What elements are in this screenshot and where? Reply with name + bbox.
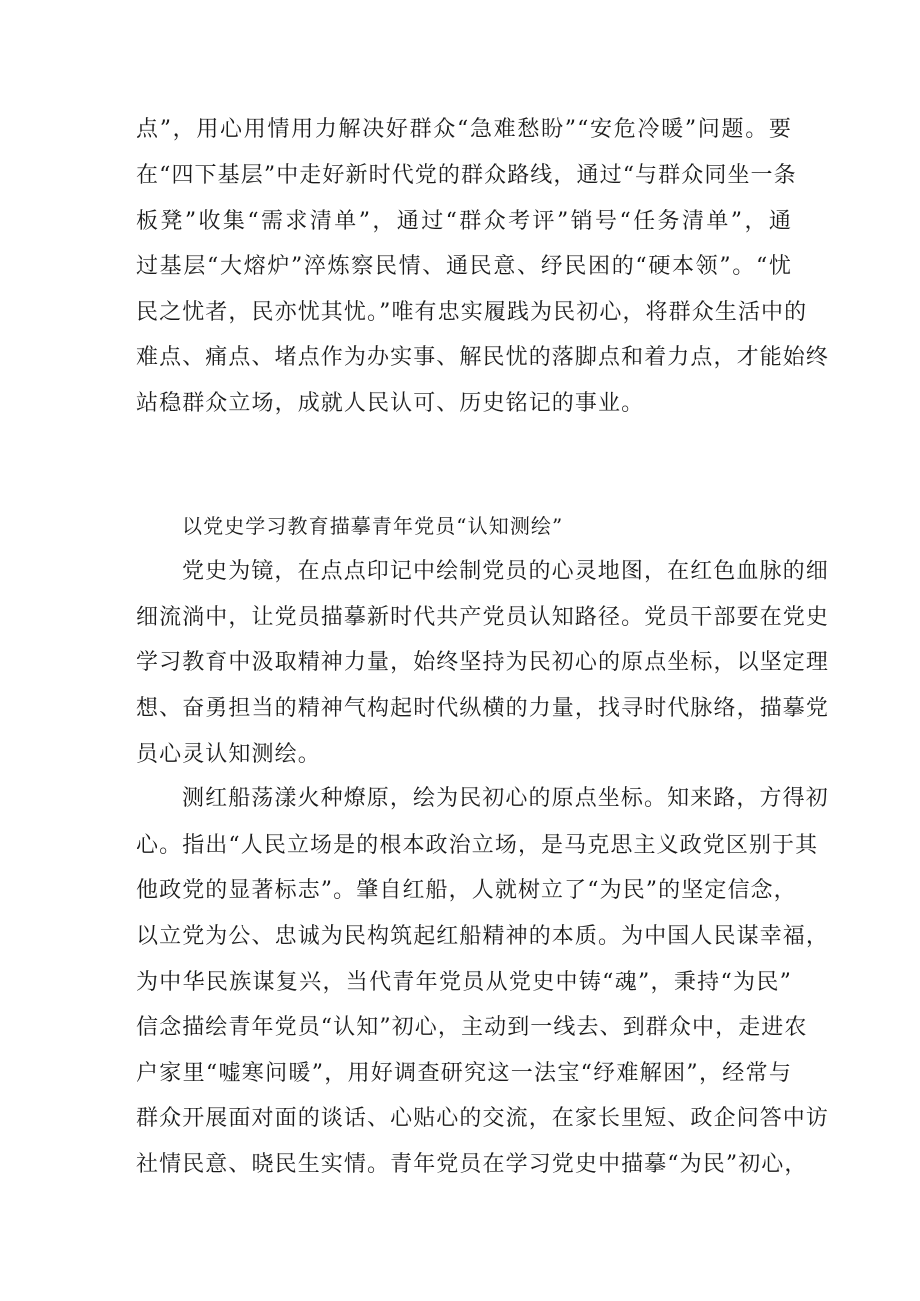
paragraph-1-line: 过基层“大熔炉”淬炼察民情、通民意、纾民困的“硬本领”。“忧 bbox=[136, 254, 792, 279]
paragraph-3-line: 群众开展面对面的谈话、心贴心的交流，在家长里短、政企问答中访 bbox=[136, 1106, 830, 1131]
paragraph-2-line: 想、奋勇担当的精神气构起时代纵横的力量，找寻时代脉络，描摹党 bbox=[136, 696, 830, 721]
paragraph-2-line: 学习教育中汲取精神力量，始终坚持为民初心的原点坐标，以坚定理 bbox=[136, 650, 830, 675]
section-heading: 以党史学习教育描摹青年党员“认知测绘” bbox=[182, 514, 564, 538]
paragraph-3-line: 社情民意、晓民生实情。青年党员在学习党史中描摹“为民”初心， bbox=[136, 1152, 808, 1177]
paragraph-3-line: 以立党为公、忠诚为民构筑起红船精神的本质。为中国人民谋幸福， bbox=[136, 924, 830, 949]
paragraph-1-line: 点”，用心用情用力解决好群众“急难愁盼”“安危冷暖”问题。要 bbox=[136, 117, 792, 142]
paragraph-2-line: 员心灵认知测绘。 bbox=[136, 742, 321, 767]
paragraph-1-line: 民之忧者，民亦忧其忧。”唯有忠实履践为民初心，将群众生活中的 bbox=[136, 300, 808, 325]
paragraph-2-line: 党史为镜，在点点印记中绘制党员的心灵地图，在红色血脉的细 bbox=[182, 559, 829, 584]
paragraph-1-line: 站稳群众立场，成就人民认可、历史铭记的事业。 bbox=[136, 391, 645, 416]
paragraph-2-line: 细流淌中，让党员描摹新时代共产党员认知路径。党员干部要在党史 bbox=[136, 605, 830, 630]
paragraph-3-line: 他政党的显著标志”。肇自红船，人就树立了“为民”的坚定信念， bbox=[136, 878, 797, 903]
paragraph-3-line: 测红船荡漾火种燎原，绘为民初心的原点坐标。知来路，方得初 bbox=[182, 786, 829, 811]
paragraph-1-line: 在“四下基层”中走好新时代党的群众路线，通过“与群众同坐一条 bbox=[136, 163, 797, 188]
paragraph-3-line: 信念描绘青年党员“认知”初心，主动到一线去、到群众中，走进农 bbox=[136, 1015, 808, 1040]
paragraph-3-line: 心。指出“人民立场是的根本政治立场，是马克思主义政党区别于其 bbox=[136, 833, 819, 858]
paragraph-3-line: 户家里“嘘寒问暖”，用好调查研究这一法宝“纾难解困”，经常与 bbox=[136, 1061, 792, 1086]
paragraph-1-line: 板凳”收集“需求清单”，通过“群众考评”销号“任务清单”，通 bbox=[136, 209, 792, 234]
paragraph-1-line: 难点、痛点、堵点作为办实事、解民忧的落脚点和着力点，才能始终 bbox=[136, 345, 830, 370]
paragraph-3-line: 为中华民族谋复兴，当代青年党员从党史中铸“魂”，秉持“为民” bbox=[136, 970, 792, 995]
